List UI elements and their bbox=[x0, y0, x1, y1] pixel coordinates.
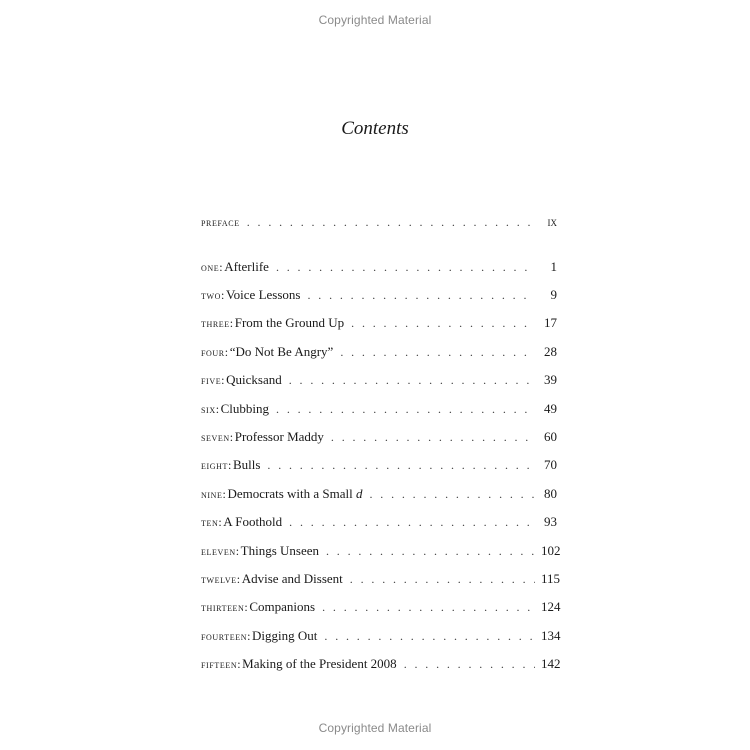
page-number: 115 bbox=[541, 571, 561, 586]
chapter-number: thirteen: bbox=[201, 600, 249, 614]
copyright-watermark-top: Copyrighted Material bbox=[318, 13, 432, 27]
leader-dots bbox=[289, 512, 535, 532]
chapter-title-italic: d bbox=[355, 486, 363, 501]
chapter-number: twelve: bbox=[201, 572, 241, 586]
chapter-title: Digging Out bbox=[252, 628, 318, 643]
page-number: 93 bbox=[544, 514, 557, 529]
chapter-number: fifteen: bbox=[201, 657, 242, 671]
chapter-number: five: bbox=[201, 373, 226, 387]
page-number: 49 bbox=[544, 401, 557, 416]
toc-entry-chapter-4 bbox=[201, 342, 557, 362]
chapter-title bbox=[227, 484, 362, 504]
leader-dots bbox=[404, 654, 535, 674]
toc-entry-chapter-8 bbox=[201, 455, 557, 475]
chapter-title: Bulls bbox=[232, 457, 261, 472]
toc-entry-chapter-1 bbox=[201, 257, 557, 277]
toc-entry-chapter-5 bbox=[201, 370, 557, 390]
leader-dots bbox=[324, 626, 535, 646]
leader-dots bbox=[351, 313, 535, 333]
chapter-number: nine: bbox=[201, 487, 227, 501]
toc-entry-chapter-10 bbox=[201, 512, 557, 532]
chapter-title: Clubbing bbox=[220, 401, 270, 416]
chapter-title: Voice Lessons bbox=[225, 287, 301, 302]
chapter-title: Professor Maddy bbox=[234, 429, 324, 444]
page-number: 39 bbox=[544, 372, 557, 387]
table-of-contents bbox=[201, 0, 561, 750]
toc-entry-chapter-7 bbox=[201, 427, 557, 447]
chapter-number: six: bbox=[201, 402, 220, 416]
chapter-number: eleven: bbox=[201, 544, 240, 558]
chapter-number: eight: bbox=[201, 458, 232, 472]
chapter-title: Making of the President 2008 bbox=[242, 656, 397, 671]
toc-entry-chapter-13 bbox=[201, 597, 561, 617]
leader-dots bbox=[350, 569, 535, 589]
chapter-number: one: bbox=[201, 260, 224, 274]
leader-dots bbox=[369, 484, 535, 504]
chapter-number: three: bbox=[201, 316, 234, 330]
page-number: 9 bbox=[550, 287, 557, 302]
page-number: 142 bbox=[541, 656, 561, 671]
page-number: 70 bbox=[544, 457, 557, 472]
leader-dots bbox=[340, 342, 535, 362]
chapter-title: From the Ground Up bbox=[234, 315, 345, 330]
chapter-title: Advise and Dissent bbox=[241, 571, 343, 586]
toc-entry-chapter-14 bbox=[201, 626, 561, 646]
preface-label: preface bbox=[201, 215, 240, 229]
chapter-title: Afterlife bbox=[224, 259, 269, 274]
leader-dots bbox=[322, 597, 535, 617]
chapter-title-text: Democrats with a Small bbox=[227, 486, 353, 501]
chapter-title: Companions bbox=[249, 599, 316, 614]
toc-entry-chapter-12 bbox=[201, 569, 561, 589]
toc-entry-chapter-3 bbox=[201, 313, 557, 333]
page-number: 60 bbox=[544, 429, 557, 444]
chapter-number: seven: bbox=[201, 430, 234, 444]
toc-entry-chapter-6 bbox=[201, 399, 557, 419]
leader-dots bbox=[307, 285, 535, 305]
page-number: 28 bbox=[544, 344, 557, 359]
leader-dots bbox=[326, 541, 535, 561]
contents-heading: Contents bbox=[341, 118, 409, 139]
chapter-number: two: bbox=[201, 288, 225, 302]
page-number: ix bbox=[547, 214, 557, 229]
page-number: 17 bbox=[544, 315, 557, 330]
chapter-title: Things Unseen bbox=[240, 543, 319, 558]
copyright-watermark-bottom: Copyrighted Material bbox=[318, 721, 432, 735]
chapter-number: fourteen: bbox=[201, 629, 252, 643]
chapter-title: “Do Not Be Angry” bbox=[229, 344, 334, 359]
page-number: 1 bbox=[550, 259, 557, 274]
page-number: 102 bbox=[541, 543, 561, 558]
leader-dots bbox=[276, 399, 535, 419]
toc-entry-chapter-11 bbox=[201, 541, 561, 561]
leader-dots bbox=[289, 370, 535, 390]
leader-dots bbox=[331, 427, 535, 447]
leader-dots bbox=[247, 212, 535, 232]
page-number: 134 bbox=[541, 628, 561, 643]
chapter-title: A Foothold bbox=[223, 514, 283, 529]
chapter-number: four: bbox=[201, 345, 229, 359]
toc-entry-chapter-15 bbox=[201, 654, 561, 674]
toc-entry-preface bbox=[201, 212, 557, 232]
leader-dots bbox=[267, 455, 535, 475]
chapter-title: Quicksand bbox=[226, 372, 282, 387]
toc-entry-chapter-2 bbox=[201, 285, 557, 305]
page-number: 80 bbox=[544, 486, 557, 501]
chapter-number: ten: bbox=[201, 515, 223, 529]
leader-dots bbox=[276, 257, 535, 277]
toc-entry-chapter-9 bbox=[201, 484, 557, 504]
page-number: 124 bbox=[541, 599, 561, 614]
